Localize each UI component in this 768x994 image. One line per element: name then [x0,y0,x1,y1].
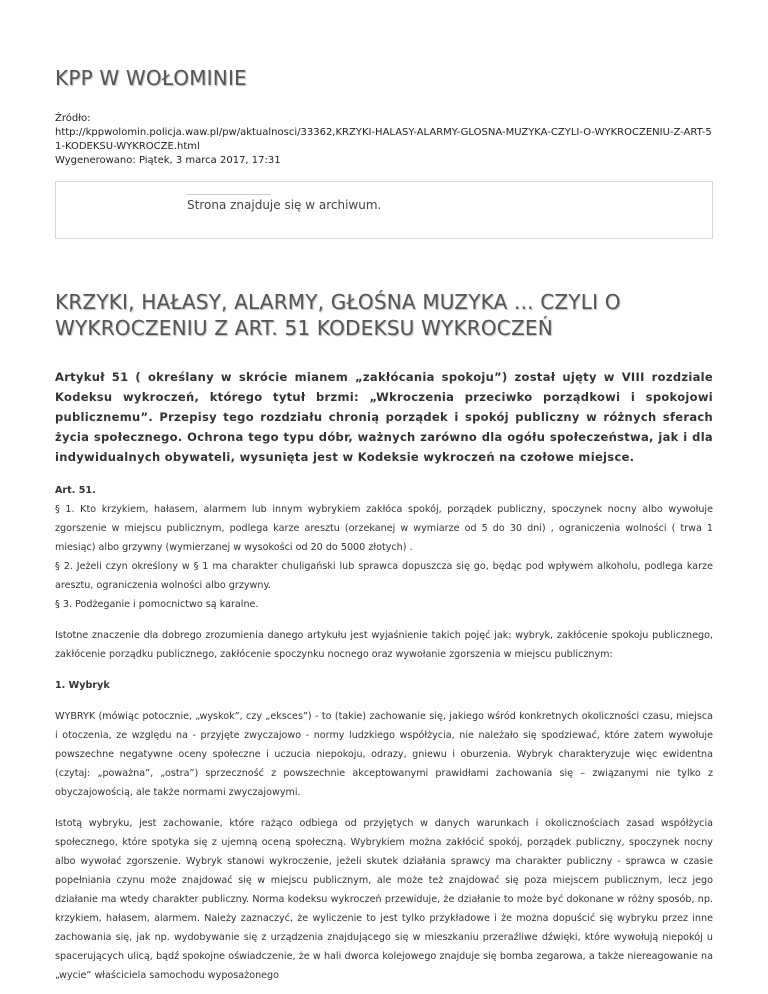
generated-date: Wygenerowano: Piątek, 3 marca 2017, 17:31 [55,155,281,166]
article-title: KRZYKI, HAŁASY, ALARMY, GŁOŚNA MUZYKA ... CZYLI O WYKROCZENIU Z ART. 51 KODEKSU WYKROCZEŃ [55,290,621,340]
article-51-par-2: § 2. Jeżeli czyn określony w § 1 ma charakter chuligański lub sprawca dopuszcza się go, będąc pod wpływem alkoholu, podlega karze aresztu, ograniczenia wolności albo grzywny. [55,561,713,591]
article-51-par-3: § 3. Podżeganie i pomocnictwo są karalne. [55,599,259,610]
section-1-paragraph-1: WYBRYK (mówiąc potocznie, „wyskok”, czy „eksces”) - to (takie) zachowanie się, jakiego wśród konkretnych okoliczności czasu, miejsca i otoczenia, ze względu na - przyjęte zwyczajowo - normy ludzkiego współżycia, nie należało się spodziewać, które zatem wywołuje powszechne negatywne oceny społeczne i uczucia niepokoju, odrazy, gniewu i oburzenia. Wybryk charakteryzuje więc ewidentna (czytaj: „poważna”, „ostra”) sprzeczność z powszechnie akceptowanymi prawidłami zachowania się – związanymi nie tylko z obyczajowością, ale także normami zwyczajowymi. [55,711,713,798]
archive-divider [187,194,271,195]
source-info [55,112,713,168]
section-1-paragraph-2: Istotą wybryku, jest zachowanie, które rażąco odbiega od przyjętych w danych warunkach i okolicznościach zasad współżycia społecznego, które spotyka się z ujemną oceną społeczną. Wybrykiem można zakłócić spokój, porządek publiczny, spoczynek nocny albo wywołać zgorszenie. Wybryk stanowi wykroczenie, jeżeli skutek działania sprawcy ma charakter publiczny - sprawca w czasie popełniania czynu może znajdować się w miejscu publicznym, ale może też znajdować się poza miejscem publicznym, lecz jego działanie ma wtedy charakter publiczny. Norma kodeksu wykroczeń przewiduje, że działanie to może być dokonane w różny sposób, np. krzykiem, hałasem, alarmem. Należy zaznaczyć, że wyliczenie to jest tylko przykładowe i że można dopuścić się wybryku przez inne zachowania się, jak np. wydobywanie się z urządzenia znajdującego się w mieszkaniu przeraźliwe dźwięki, które wywołują niepokój u spacerujących ulicą, bądź spokojne oświadczenie, że w hali dworca kolejowego znajduje się bomba zegarowa, a także niereagowanie na „wycie” właściciela samochodu wyposażonego [55,818,713,981]
archive-notice-box [55,181,713,239]
site-title: KPP W WOŁOMINIE [55,66,247,90]
article-51-block [55,481,713,614]
source-url[interactable]: http://kppwolomin.policja.waw.pl/pw/aktualnosci/33362,KRZYKI-HALASY-ALARMY-GLOSNA-MUZYKA-CZYLI-O-WYKROCZENIU-Z-ART-51-KODEKSU-WYKROCZE.html [55,127,712,152]
article-51-heading: Art. 51. [55,485,96,496]
intro-paragraph: Istotne znaczenie dla dobrego zrozumienia danego artykułu jest wyjaśnienie takich pojęć jak: wybryk, zakłócenie spokoju publicznego, zakłócenie porządku publicznego, zakłócenie spoczynku nocnego oraz wywołanie zgorszenia w miejscu publicznym: [55,630,713,660]
section-1-heading: 1. Wybryk [55,680,110,691]
article-51-par-1: § 1. Kto krzykiem, hałasem, alarmem lub innym wybrykiem zakłóca spokój, porządek publiczny, spoczynek nocny albo wywołuje zgorszenie w miejscu publicznym, podlega karze aresztu (orzekanej w wymiarze od 5 do 30 dni) , ograniczenia wolności ( trwa 1 miesiąc) albo grzywny (wymierzanej w wysokości od 20 do 5000 złotych) . [55,504,713,553]
source-label: Źródło: [55,113,91,124]
article-lead: Artykuł 51 ( określany w skrócie mianem „zakłócania spokoju”) został ujęty w VIII rozdziale Kodeksu wykroczeń, którego tytuł brzmi: „Wkroczenia przeciwko porządkowi i spokojowi publicznemu”. Przepisy tego rozdziału chronią porządek i spokój publiczny w różnych sferach życia społecznego. Ochrona tego typu dóbr, ważnych zarówno dla ogółu społeczeństwa, jak i dla indywidualnych obywateli, wysunięta jest w Kodeksie wykroczeń na czołowe miejsce. [55,370,713,464]
archive-notice: Strona znajduje się w archiwum. [187,198,382,212]
